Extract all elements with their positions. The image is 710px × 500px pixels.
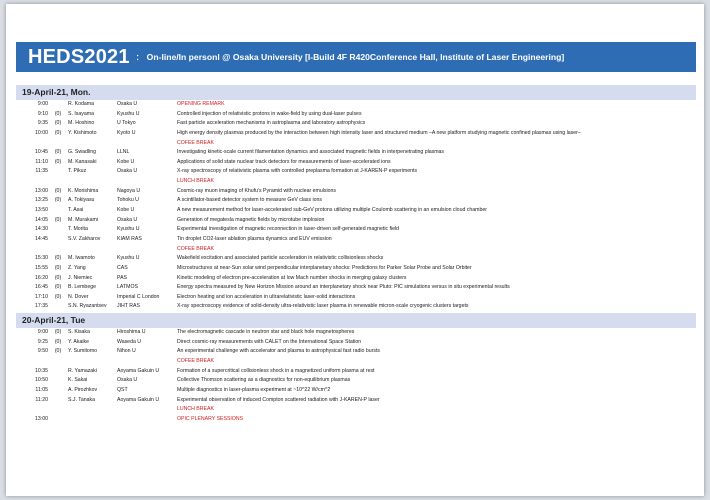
speaker-cell: M. Kanasaki <box>68 158 97 165</box>
online-cell <box>48 405 68 415</box>
institution-cell: LLNL <box>117 149 130 156</box>
online-cell <box>48 235 68 245</box>
online-cell <box>48 386 68 396</box>
online-cell <box>48 367 68 377</box>
online-cell: (0) <box>54 110 62 117</box>
institution-cell: Osaka U <box>117 377 138 384</box>
time-cell: 11:05 <box>35 386 48 393</box>
institution-cell: Hiroshima U <box>117 329 146 336</box>
speaker-cell <box>68 177 117 187</box>
conference-title: HEDS2021 <box>28 45 130 68</box>
online-cell <box>48 206 68 216</box>
time-cell: 11:20 <box>35 396 48 403</box>
title-cell: COFEE BREAK <box>177 358 214 365</box>
online-cell: (0) <box>54 284 62 291</box>
speaker-cell: T. Asai <box>68 207 84 214</box>
talk-row <box>16 283 696 293</box>
title-cell: Multiple diagnostics in laser-plasma experiment at ~10^22 W/cm^2 <box>177 386 331 393</box>
talk-row <box>16 376 696 386</box>
title-cell: LUNCH BREAK <box>177 406 214 413</box>
title-cell: Cosmic-ray muon imaging of Khufu's Pyramid with nuclear emulsions <box>177 187 336 194</box>
institution-cell: Nihon U <box>117 348 136 355</box>
institution-cell: QST <box>117 386 128 393</box>
speaker-cell <box>68 245 117 255</box>
online-cell: (0) <box>54 187 62 194</box>
time-cell: 10:35 <box>35 367 48 374</box>
title-cell: X-ray spectroscopy evidence of solid-density ultra-relativistic laser plasma in renewable micron-scale cryogenic clusters targets <box>177 303 469 310</box>
talk-row <box>16 167 696 177</box>
speaker-cell: R. Kodama <box>68 101 94 107</box>
speaker-cell: K. Morishima <box>68 187 99 194</box>
time-cell: 10:45 <box>35 149 48 156</box>
title-cell: A scintillator-based detector system to measure GeV class ions <box>177 197 323 204</box>
program-page <box>6 4 704 496</box>
title-cell: The electromagnetic cascade in neutron star and black hole magnetospheres <box>177 329 355 336</box>
title-cell: Investigating kinetic-scale current filamentation dynamics and associated magnetic fields in interpenetrating plasmas <box>177 149 445 156</box>
conference-subtitle: ： On-line/In personl @ Osaka University [I-Build 4F R420Conference Hall, Institute of Laser Engineering] <box>135 52 565 62</box>
online-cell: (0) <box>54 129 62 136</box>
time-cell: 13:50 <box>35 207 48 214</box>
title-cell: High energy density plasmas produced by the interaction between high intensity laser and structured medium –A new platform studying magnetic confined plasmas using laser– <box>177 129 581 136</box>
time-cell <box>16 357 48 367</box>
time-cell: 14:30 <box>35 226 48 233</box>
speaker-cell: S.N. Ryazantsev <box>68 303 107 310</box>
title-cell: LUNCH BREAK <box>177 178 214 185</box>
speaker-cell <box>68 357 117 367</box>
online-cell <box>48 139 68 149</box>
break-row <box>16 405 696 415</box>
institution-cell: Osaka U <box>117 101 138 107</box>
title-cell: Formation of a supercritical collisionless shock in a magnetized uniform plasma at rest <box>177 367 375 374</box>
speaker-cell: T. Pikuz <box>68 168 87 175</box>
talk-row <box>16 254 696 264</box>
time-cell: 9:10 <box>37 110 48 117</box>
time-cell: 11:10 <box>35 158 48 165</box>
speaker-cell: K. Sakai <box>68 377 88 384</box>
speaker-cell: N. Dover <box>68 293 89 300</box>
talk-row <box>16 347 696 357</box>
institution-cell: Kyushu U <box>117 226 140 233</box>
title-cell: COFEE BREAK <box>177 245 214 252</box>
institution-cell: Osaka U <box>117 216 138 223</box>
institution-cell: Kyushu U <box>117 255 140 262</box>
day-header: 20-April-21, Tue <box>16 313 696 328</box>
time-cell: 16:20 <box>35 274 48 281</box>
speaker-cell <box>68 139 117 149</box>
talk-row <box>16 274 696 284</box>
online-cell <box>48 396 68 406</box>
time-cell: 17:10 <box>35 293 48 300</box>
institution-cell: JIHT RAS <box>117 303 140 310</box>
title-cell: Tin droplet CO2-laser ablation plasma dynamics and EUV emission <box>177 235 332 242</box>
online-cell <box>48 415 68 425</box>
institution-cell <box>117 405 177 415</box>
talk-row <box>16 110 696 120</box>
online-cell: (0) <box>54 216 62 223</box>
time-cell: 9:25 <box>37 338 48 345</box>
speaker-cell: A. Tokiyasu <box>68 197 95 204</box>
title-cell: Experimental investigation of magnetic reconnection in laser-driven self-generated magnetic field <box>177 226 400 233</box>
break-row <box>16 245 696 255</box>
title-cell: Collective Thomson scattering as a diagnostics for non-equilibrium plasmas <box>177 377 351 384</box>
online-cell: (0) <box>54 158 62 165</box>
time-cell: 14:05 <box>35 216 48 223</box>
talk-row <box>16 196 696 206</box>
title-cell: X-ray spectroscopy of relativistic plasma with controlled preplasma formation at J-KAREN-P experiments <box>177 168 418 175</box>
talk-row <box>16 206 696 216</box>
time-cell: 11:35 <box>35 168 48 175</box>
speaker-cell: Y. Sumitomo <box>68 348 98 355</box>
title-cell: Generation of megatesla magnetic fields by microtube implosion <box>177 216 325 223</box>
online-cell <box>48 302 68 312</box>
time-cell: 13:00 <box>35 187 48 194</box>
speaker-cell: Z. Yang <box>68 264 86 271</box>
speaker-cell: M. Hoshino <box>68 120 95 127</box>
institution-cell: Nagoya U <box>117 187 141 194</box>
institution-cell: Tohoku U <box>117 197 139 204</box>
title-cell: Applications of solid state nuclear track detectors for measurements of laser-accelerated ions <box>177 158 391 165</box>
title-cell: Fast particle acceleration mechanisms in astroplasma and laboratory astrophysics <box>177 120 366 127</box>
time-cell: 16:45 <box>35 284 48 291</box>
online-cell <box>48 225 68 235</box>
talk-row <box>16 302 696 312</box>
break-row <box>16 139 696 149</box>
time-cell: 10:50 <box>35 377 48 384</box>
online-cell <box>48 100 68 110</box>
speaker-cell: A. Pirozhkov <box>68 386 98 393</box>
speaker-cell: J. Niemiec <box>68 274 93 281</box>
speaker-cell: S.J. Tanaka <box>68 396 96 403</box>
title-cell: COFEE BREAK <box>177 139 214 146</box>
online-cell <box>48 177 68 187</box>
institution-cell: U Tokyo <box>117 120 136 127</box>
online-cell: (0) <box>54 338 62 345</box>
talk-row <box>16 293 696 303</box>
title-cell: OPIC PLENARY SESSIONS <box>177 415 244 422</box>
speaker-cell: M. Iwamoto <box>68 255 95 262</box>
online-cell: (0) <box>54 120 62 127</box>
talk-row <box>16 367 696 377</box>
speaker-cell: T. Morita <box>68 226 88 233</box>
institution-cell: KIAM RAS <box>117 235 142 242</box>
institution-cell: Imperial C London <box>117 293 160 300</box>
speaker-cell: Y. Kishimoto <box>68 129 97 136</box>
talk-row <box>16 396 696 406</box>
speaker-cell: Y. Akaike <box>68 338 89 345</box>
title-cell: Controlled injection of relativistic protons in wake-field by using dual-laser pulses <box>177 110 362 117</box>
speaker-cell: B. Lembege <box>68 284 96 291</box>
institution-cell: CAS <box>117 264 128 271</box>
title-cell: OPENING REMARK <box>177 101 225 107</box>
institution-cell: Aoyama Gakuin U <box>117 367 160 374</box>
title-cell: A new measurement method for laser-accelerated sub-GeV protons utilizing multiple Coulomb scattering in an emulsion cloud chamber <box>177 207 487 214</box>
talk-row <box>16 225 696 235</box>
break-row <box>16 357 696 367</box>
speaker-cell: S. Isayama <box>68 110 94 117</box>
talk-row <box>16 148 696 158</box>
institution-cell <box>117 177 177 187</box>
institution-cell <box>117 139 177 149</box>
title-cell: Microstructures at near-Sun solar wind perpendicular interplanetary shocks: Predictions for Parker Solar Probe and Solar Orbiter <box>177 264 472 271</box>
online-cell: (0) <box>54 329 62 336</box>
talk-row <box>16 119 696 129</box>
speaker-cell: S. Kisaka <box>68 329 90 336</box>
title-cell: Wakefield excitation and associated particle acceleration in relativistic collisionless shocks <box>177 255 384 262</box>
title-cell: Electron heating and ion acceleration in ultrarelativistic laser-solid interactions <box>177 293 356 300</box>
talk-row <box>16 216 696 226</box>
time-cell: 13:00 <box>35 415 48 422</box>
title-cell: Energy spectra measured by New Horizon Mission around an interplanetary shock near Pluto: PIC simulations versus in situ experimental results <box>177 284 510 291</box>
time-cell <box>16 405 48 415</box>
schedule-table <box>16 84 696 425</box>
time-cell: 17:35 <box>35 303 48 310</box>
time-cell: 9:50 <box>37 348 48 355</box>
title-cell: Direct cosmic-ray measurements with CALET on the International Space Station <box>177 338 362 345</box>
time-cell: 14:45 <box>35 235 48 242</box>
institution-cell: Kobe U <box>117 158 135 165</box>
online-cell: (0) <box>54 197 62 204</box>
break-row <box>16 415 696 425</box>
speaker-cell: S.V. Zakharov <box>68 235 101 242</box>
online-cell <box>48 376 68 386</box>
time-cell <box>16 177 48 187</box>
online-cell: (0) <box>54 149 62 156</box>
title-cell: Kinetic modeling of electron pre-acceleration at low Mach number shocks in merging galaxy clusters <box>177 274 407 281</box>
institution-cell <box>117 245 177 255</box>
time-cell: 9:00 <box>37 329 48 336</box>
online-cell: (0) <box>54 264 62 271</box>
time-cell: 9:00 <box>37 101 48 107</box>
institution-cell <box>117 357 177 367</box>
time-cell: 15:55 <box>35 264 48 271</box>
institution-cell: Aoyama Gakuin U <box>117 396 160 403</box>
talk-row <box>16 328 696 338</box>
time-cell: 10:00 <box>35 129 48 136</box>
time-cell <box>16 245 48 255</box>
institution-cell: Kyoto U <box>117 129 136 136</box>
talk-row <box>16 235 696 245</box>
day-header: 19-April-21, Mon. <box>16 85 696 100</box>
institution-cell: Waseda U <box>117 338 142 345</box>
institution-cell: Osaka U <box>117 168 138 175</box>
speaker-cell <box>68 415 117 425</box>
institution-cell <box>117 415 177 425</box>
online-cell: (0) <box>54 348 62 355</box>
talk-row <box>16 187 696 197</box>
title-cell: An experimental challenge with accelerator and plasma to astrophysical fast radio bursts <box>177 348 380 355</box>
conference-header <box>16 42 696 72</box>
online-cell <box>48 167 68 177</box>
online-cell <box>48 357 68 367</box>
talk-row <box>16 129 696 139</box>
institution-cell: Kobe U <box>117 207 135 214</box>
break-row <box>16 100 696 110</box>
time-cell: 13:25 <box>35 197 48 204</box>
online-cell: (0) <box>54 274 62 281</box>
online-cell <box>48 245 68 255</box>
speaker-cell: M. Murakami <box>68 216 98 223</box>
speaker-cell: R. Yamazaki <box>68 367 97 374</box>
institution-cell: LATMOS <box>117 284 138 291</box>
break-row <box>16 177 696 187</box>
talk-row <box>16 338 696 348</box>
institution-cell: Kyushu U <box>117 110 140 117</box>
speaker-cell <box>68 405 117 415</box>
talk-row <box>16 386 696 396</box>
institution-cell: PAS <box>117 274 127 281</box>
online-cell: (0) <box>54 293 62 300</box>
speaker-cell: G. Swadling <box>68 149 96 156</box>
title-cell: Experimental observation of induced Compton scattered radiation with J-KAREN-P laser <box>177 396 380 403</box>
time-cell: 9:35 <box>37 120 48 127</box>
time-cell <box>16 139 48 149</box>
talk-row <box>16 264 696 274</box>
online-cell: (0) <box>54 255 62 262</box>
time-cell: 15:30 <box>35 255 48 262</box>
talk-row <box>16 158 696 168</box>
